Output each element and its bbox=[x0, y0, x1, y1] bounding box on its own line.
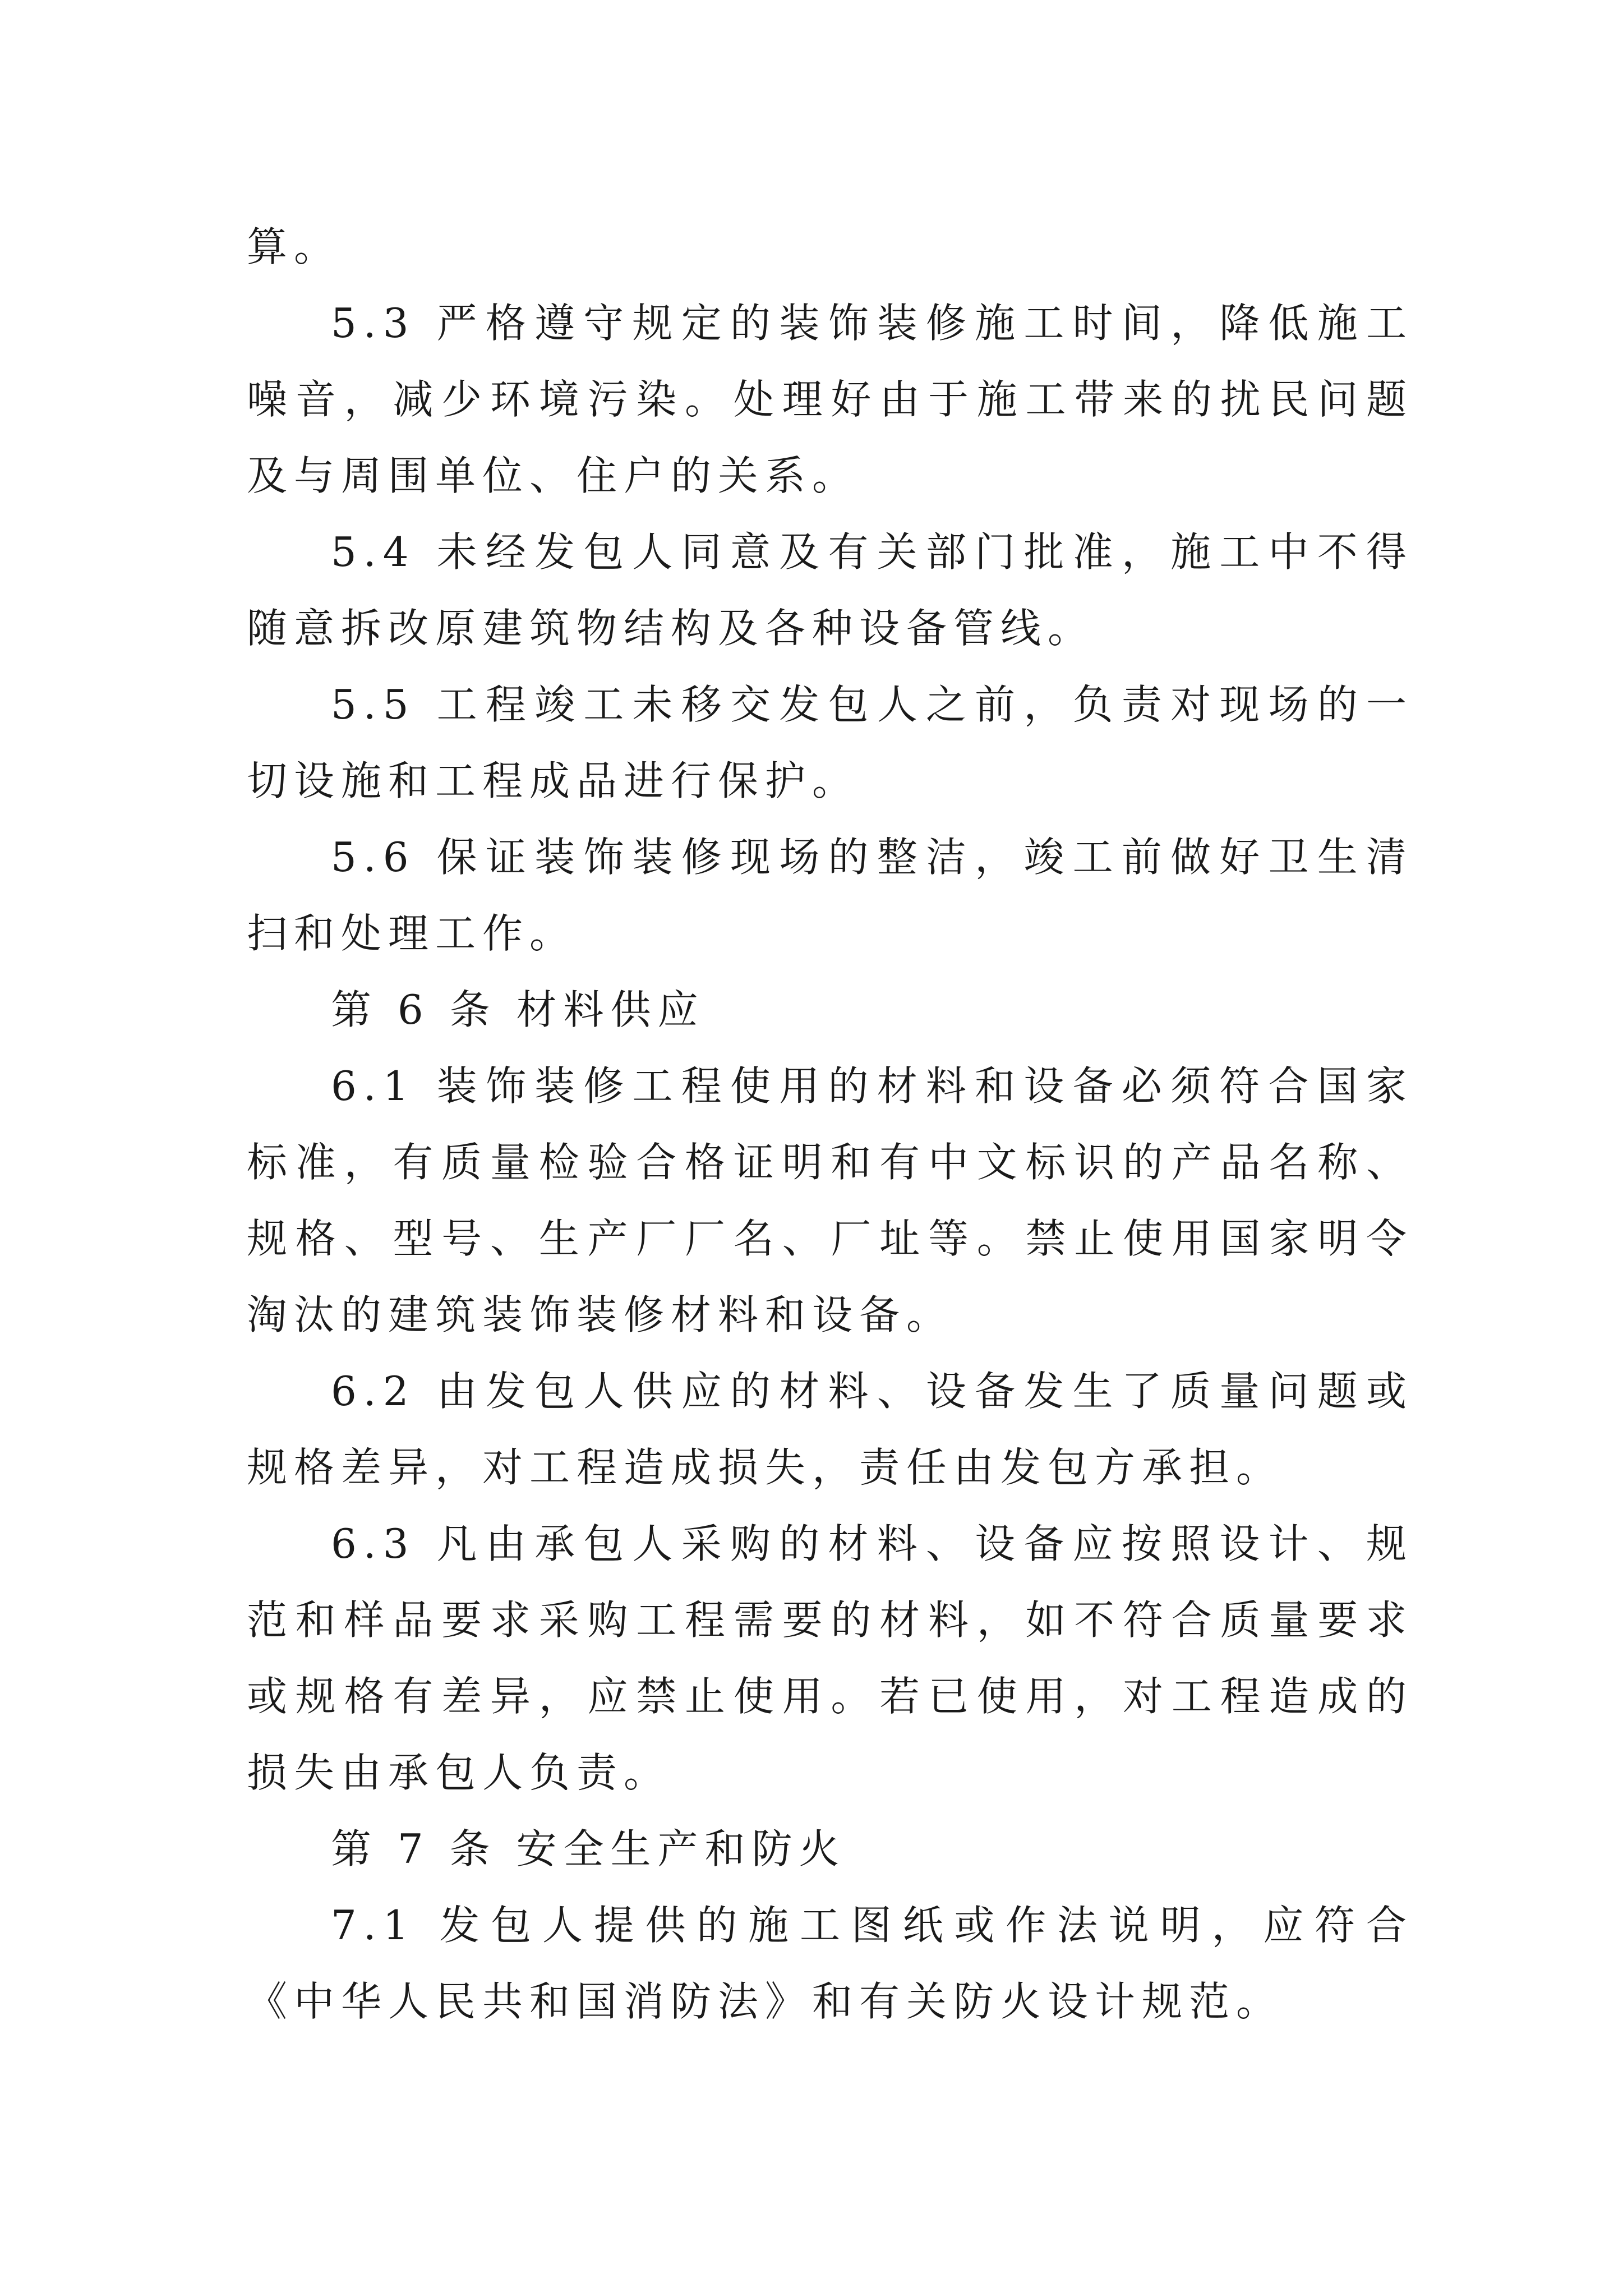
paragraph-6-3: 6.3 凡由承包人采购的材料、设备应按照设计、规范和样品要求采购工程需要的材料，如不符合质量要求或规格有差异，应禁止使用。若已使用，对工程造成的损失由承包人负责。 bbox=[247, 1520, 1413, 1796]
paragraph-5-6: 5.6 保证装饰装修现场的整洁，竣工前做好卫生清扫和处理工作。 bbox=[247, 834, 1413, 957]
paragraph-6-1: 6.1 装饰装修工程使用的材料和设备必须符合国家标准，有质量检验合格证明和有中文标识的产品名称、规格、型号、生产厂厂名、厂址等。禁止使用国家明令淘汰的建筑装饰装修材料和设备。 bbox=[247, 1062, 1413, 1338]
paragraph-5-4: 5.4 未经发包人同意及有关部门批准，施工中不得随意拆改原建筑物结构及各种设备管线。 bbox=[247, 528, 1413, 652]
section-heading-7: 第 7 条 安全生产和防火 bbox=[331, 1825, 846, 1872]
paragraph-continuation: 算。 bbox=[247, 223, 342, 270]
paragraph-5-3: 5.3 严格遵守规定的装饰装修施工时间，降低施工噪音，减少环境污染。处理好由于施工带来的扰民问题及与周围单位、住户的关系。 bbox=[247, 300, 1413, 499]
paragraph-6-2: 6.2 由发包人供应的材料、设备发生了质量问题或规格差异，对工程造成损失，责任由发包方承担。 bbox=[247, 1368, 1413, 1491]
paragraph-7-1: 7.1 发包人提供的施工图纸或作法说明，应符合《中华人民共和国消防法》和有关防火设计规范。 bbox=[247, 1902, 1413, 2025]
section-heading-6: 第 6 条 材料供应 bbox=[331, 986, 705, 1033]
document-body bbox=[247, 209, 1413, 2040]
paragraph-5-5: 5.5 工程竣工未移交发包人之前，负责对现场的一切设施和工程成品进行保护。 bbox=[247, 681, 1413, 804]
